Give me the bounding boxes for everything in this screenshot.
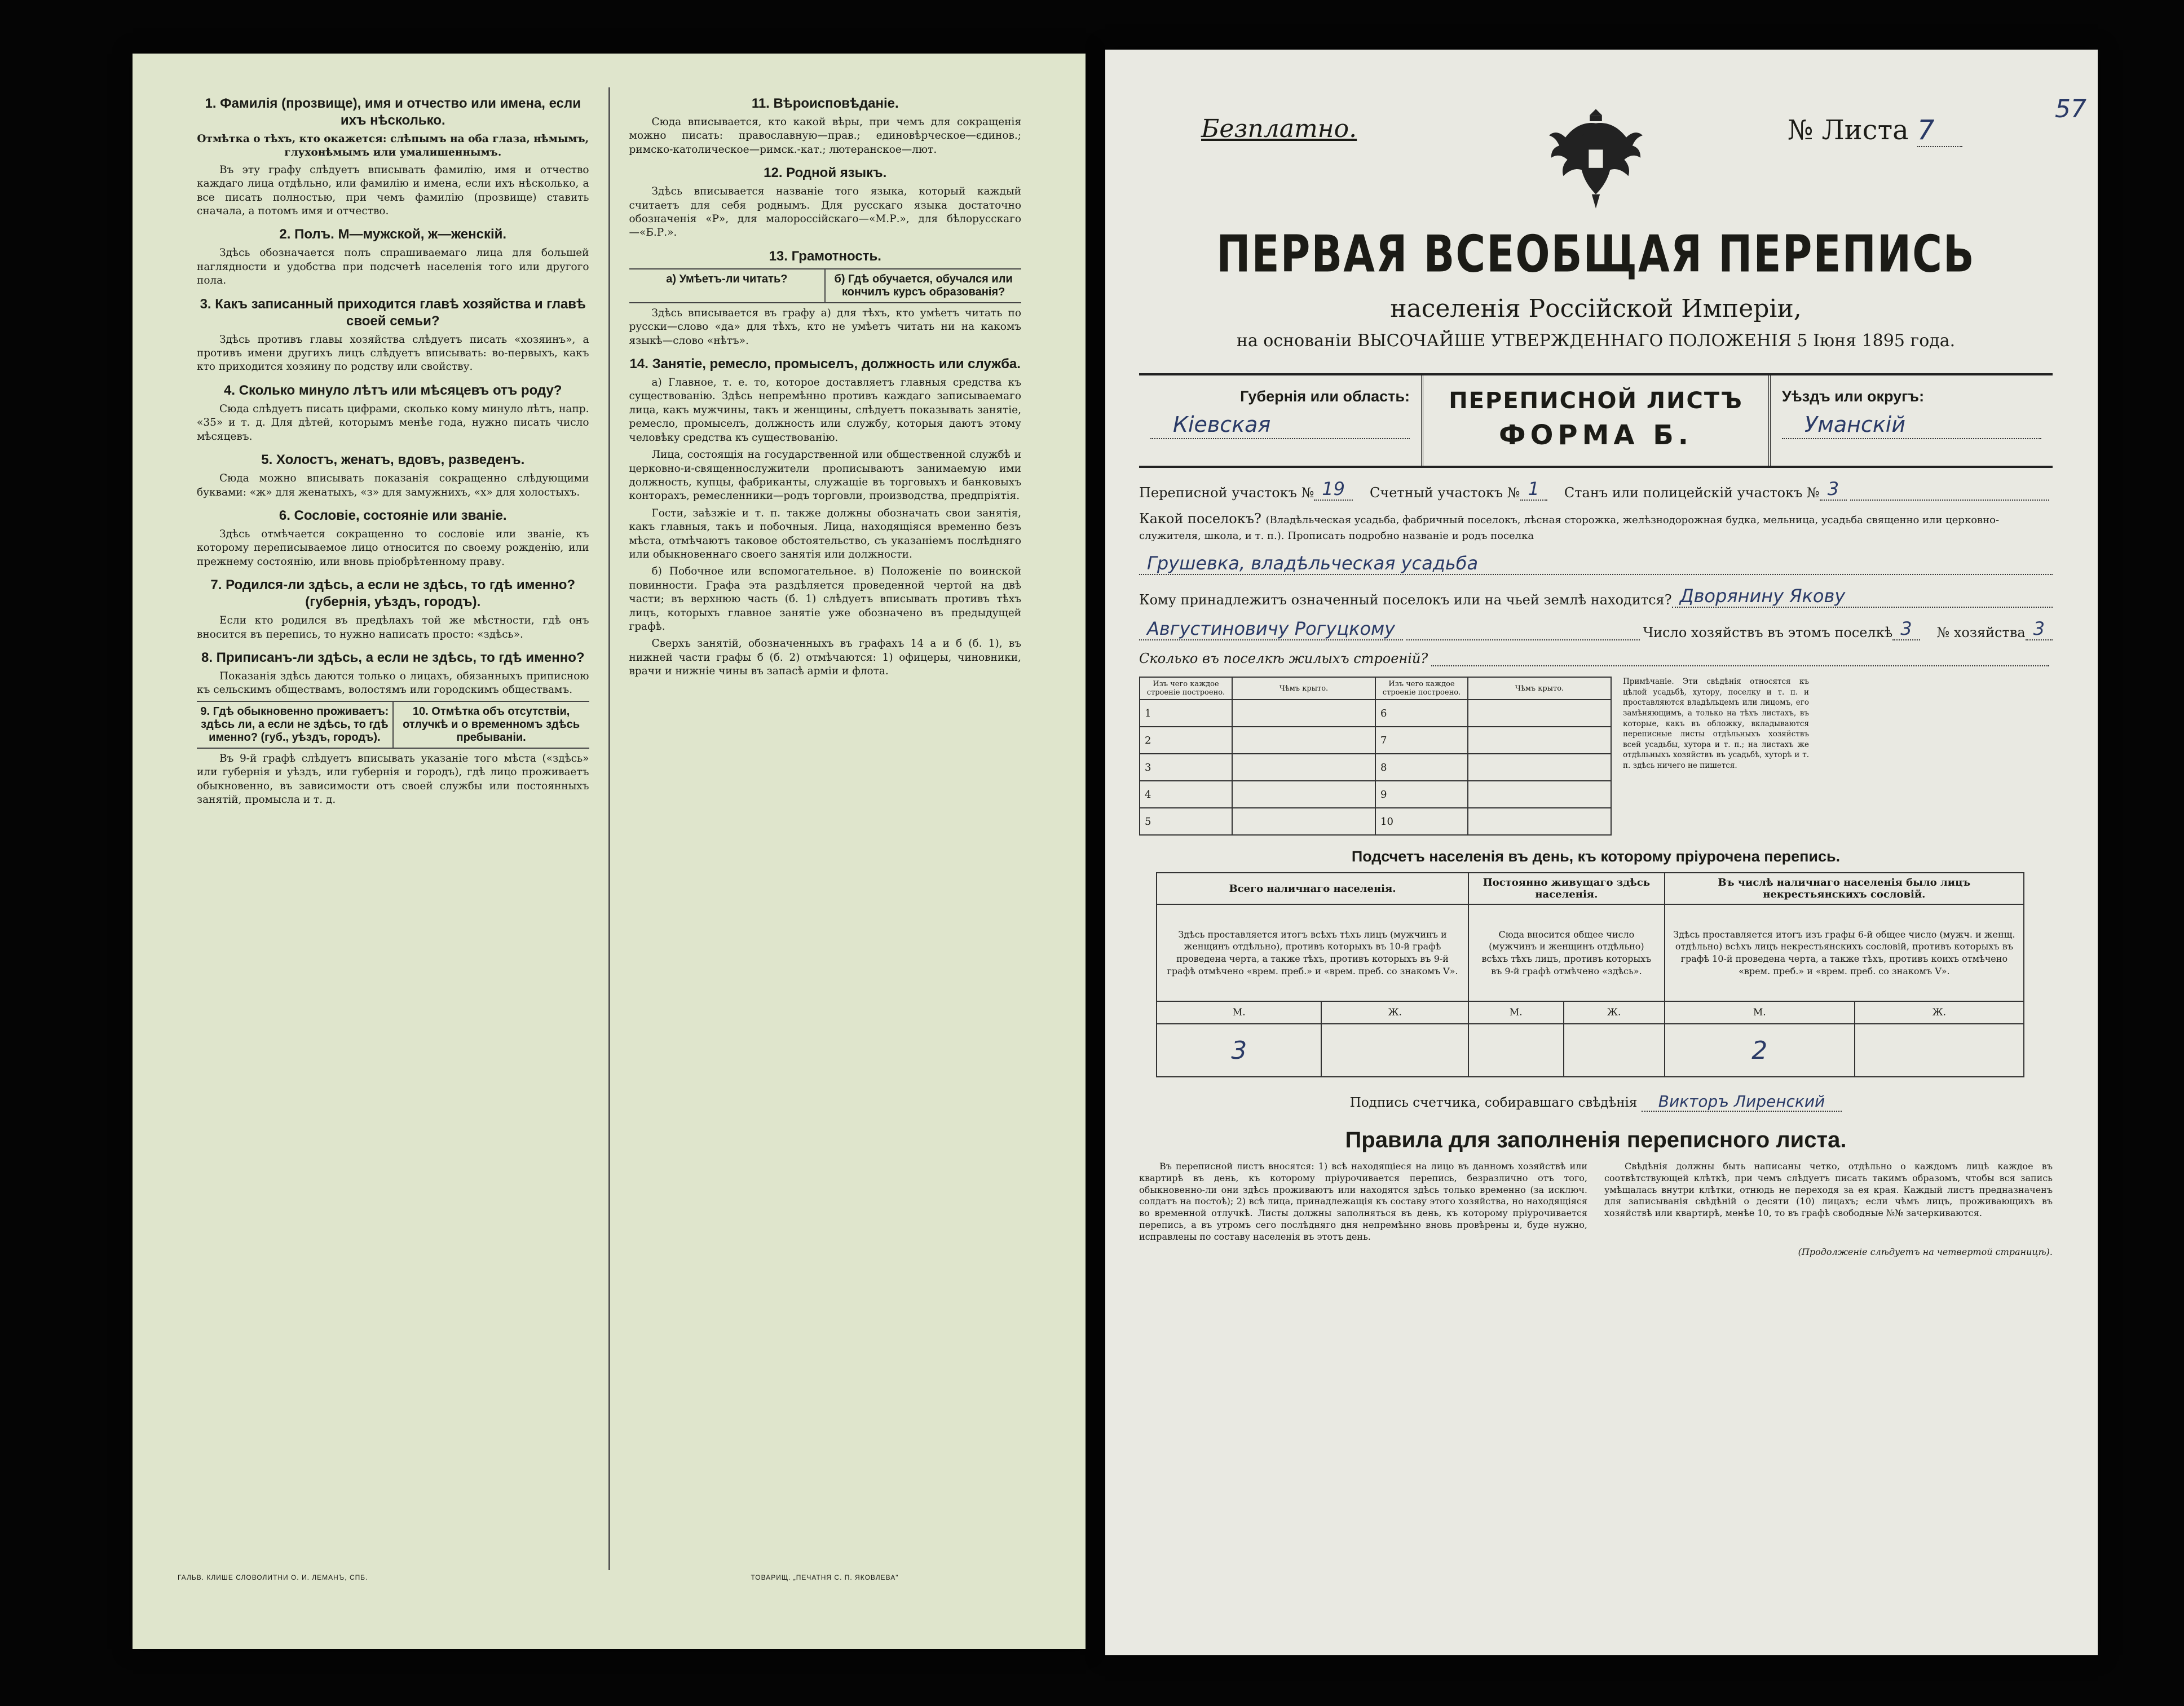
- section-text: Здѣсь вписывается въ графу а) для тѣхъ, кто умѣетъ читать по русски—слово «да» для тѣхъ, кто не умѣетъ читать ни на какомъ языкѣ—слово «нѣтъ».: [629, 307, 1021, 347]
- district-value: Уманскій: [1782, 412, 2041, 439]
- female-label: Ж.: [1855, 1001, 2024, 1024]
- table-row: [1140, 808, 1611, 835]
- split-heading-right: 10. Отмѣтка объ отсутствіи, отлучкѣ и о временномъ здѣсь пребываніи.: [392, 702, 589, 748]
- owner-value-1: Дворянину Якову: [1672, 585, 2053, 608]
- census-subtitle: населенія Россійской Имперіи,: [1390, 294, 1802, 323]
- population-table-desc-row: [1157, 904, 2024, 1001]
- section-text: б) Побочное или вспомогательное. в) Положеніе по воинской повинности. Графа эта раздѣляется проведенной чертой на двѣ части; въ верхнюю часть (б. 1) слѣдуетъ вписывать противъ тѣхъ лицъ, которыхъ главное занятіе уже обозначено въ предыдущей графѣ.: [629, 565, 1021, 633]
- population-table-values-row: [1157, 1024, 2024, 1077]
- row-number: 3: [1140, 754, 1232, 781]
- bld-head-material: Изъ чего каждое строеніе построено.: [1375, 677, 1468, 700]
- section-text: Сюда можно вписывать показанія сокращенно слѣдующими буквами: «ж» для женатыхъ, «з» для замужнихъ, «х» для холостыхъ.: [197, 472, 589, 498]
- population-table: [1156, 872, 2024, 1077]
- household-no-label: № хозяйства: [1936, 625, 2026, 640]
- rules-title: Правила для заполненія переписного листа.: [1345, 1128, 1847, 1152]
- row-number: 8: [1375, 754, 1468, 781]
- form-title: ФОРМА Б.: [1498, 419, 1693, 451]
- section-text: Гости, заѣзжіе и т. п. также должны обозначать свои занятія, какъ главныя, такъ и побочныя. Лица, находящіяся временно безъ мѣста, отмѣчаютъ таковое обстоятельство, съ указаніемъ послѣдняго или обыкновеннаго своего занятія или должности.: [629, 507, 1021, 560]
- section-text: Сюда слѣдуетъ писать цифрами, сколько кому минуло лѣтъ, напр. «35» и т. д. Для дѣтей, которымъ менѣе года, нужно писать число мѣсяцевъ.: [197, 403, 589, 443]
- footer-right: ТОВАРИЩ. „ПЕЧАТНЯ С. П. ЯКОВЛЕВА": [751, 1574, 899, 1581]
- census-area-value: 19: [1314, 478, 1353, 501]
- split-heading: [197, 701, 589, 749]
- split-heading-right: б) Гдѣ обучается, обучался или кончилъ курсъ образованія?: [824, 269, 1021, 302]
- district-label: Уѣздъ или округъ:: [1782, 388, 1925, 405]
- section-text: Сверхъ занятій, обозначенныхъ въ графахъ 14 а и б (б. 1), въ нижней части графы б (б. 2) отмѣчаются: 1) офицеры, чиновники, врачи и нижніе чины въ запасѣ армiи и флота.: [629, 638, 1021, 678]
- section-heading: 3. Какъ записанный приходится главѣ хозяйства и главѣ своей семьи?: [200, 296, 586, 329]
- population-count-title: Подсчетъ населенія въ день, къ которому пріурочена перепись.: [1351, 848, 1841, 865]
- section-text: Если кто родился въ предѣлахъ той же мѣстности, гдѣ онъ вносится въ перепись, то нужно написать просто: «здѣсь».: [197, 615, 589, 640]
- non-peasant-female-value: [1855, 1024, 2024, 1077]
- section-heading: 6. Сословіе, состояніе или званіе.: [279, 507, 507, 523]
- instructions-column-1: [178, 87, 608, 1570]
- households-value: 3: [1892, 618, 1920, 640]
- bld-head-roof: Чѣмъ крыто.: [1468, 677, 1611, 700]
- population-table-mf-row: [1157, 1001, 2024, 1024]
- stan-label: Станъ или полицейскій участокъ №: [1564, 485, 1820, 501]
- section-heading: 5. Холостъ, женатъ, вдовъ, разведенъ.: [261, 452, 525, 468]
- form-name-block: [1421, 375, 1771, 466]
- double-headed-eagle-emblem-icon: [1545, 100, 1647, 213]
- count-area-label: Счетный участокъ №: [1370, 485, 1520, 501]
- list-title: ПЕРЕПИСНОЙ ЛИСТЪ: [1449, 388, 1743, 414]
- section-text: Въ эту графу слѣдуетъ вписывать фамилію, имя и отчество каждаго лица отдѣльно, или фамилію и имена, если ихъ нѣсколько, а все писать полностью, при чемъ фамилію (прозвище) ставить сначала, а потомъ имя и отчество.: [197, 163, 589, 218]
- form-header: [1139, 95, 2086, 207]
- table-cell: [1232, 754, 1375, 781]
- section-heading: 2. Полъ. М—мужской, ж—женскій.: [279, 227, 507, 242]
- sheet-number-label: № Листа: [1787, 114, 1909, 146]
- pop-col-head: Всего наличнаго населенія.: [1157, 873, 1468, 904]
- section-heading: 4. Сколько минуло лѣтъ или мѣсяцевъ отъ роду?: [224, 382, 562, 398]
- bld-head-roof: Чѣмъ крыто.: [1232, 677, 1375, 700]
- rules-text: [1139, 1161, 2053, 1243]
- area-line: [1139, 478, 2053, 501]
- buildings-table: [1139, 677, 1612, 836]
- row-number: 7: [1375, 727, 1468, 754]
- table-cell: [1232, 781, 1375, 808]
- district-block: [1771, 375, 2053, 466]
- dotted-fill: [1850, 500, 2049, 501]
- rules-left: Въ переписной листъ вносятся: 1) всѣ находящіеся на лицо въ данномъ хозяйствѣ или квартирѣ въ день, къ которому пріурочивается перепись, безразлично отъ того, обыкновенно-ли они здѣсь проживаютъ или находятся здѣсь только временно (за исключ. солдатъ на постоѣ); 2) всѣ лица, принадлежащія къ составу этого хозяйства, но находящіяся во временной отлучкѣ. Листы должны заполняться въ день, къ которому пріурочивается перепись, а въ утромъ сего послѣдняго дня непремѣнно вновь провѣрены и, буде нужно, исправлены по составу населенія въ этотъ день.: [1139, 1161, 1587, 1242]
- section-heading: 12. Родной языкъ.: [764, 165, 887, 181]
- table-cell: [1232, 808, 1375, 835]
- male-label: М.: [1665, 1001, 1855, 1024]
- dotted-fill: [1431, 665, 2049, 666]
- section-text: Здѣсь обозначается полъ спрашиваемаго лица для большей наглядности и удобства при подсчетѣ населенія того или другого пола.: [197, 247, 589, 287]
- province-value: Кіевская: [1150, 412, 1410, 439]
- resident-male-value: [1468, 1024, 1564, 1077]
- right-page-census-form: [1105, 50, 2098, 1655]
- population-table-header: [1157, 873, 2024, 904]
- settlement-value-line: [1139, 553, 2053, 575]
- buildings-note: Примѣчаніе. Эти свѣдѣнія относятся къ цѣлой усадьбѣ, хутору, поселку и т. п. и проставляются владѣльцемъ или лицомъ, его замѣняющимъ, а только на тѣхъ листахъ, въ которые, какъ въ обложку, вкладываются переписные листы отдѣльныхъ хозяйствъ всей усадьбы, хутора и т. п.; на листахъ же отдѣльныхъ хозяйствъ въ усадьбѣ, хуторѣ и т. п. здѣсь ничего не пишется.: [1623, 677, 1809, 770]
- row-number: 9: [1375, 781, 1468, 808]
- dotted-fill: [1406, 639, 1639, 640]
- female-label: Ж.: [1321, 1001, 1468, 1024]
- archive-page-number: 57: [2055, 95, 2086, 123]
- table-cell: [1468, 754, 1611, 781]
- buildings-section: [1139, 677, 2053, 836]
- table-row: [1140, 781, 1611, 808]
- present-female-value: [1321, 1024, 1468, 1077]
- table-cell: [1468, 808, 1611, 835]
- enumerator-signature-line: [1139, 1092, 2053, 1111]
- table-cell: [1468, 700, 1611, 727]
- section-text: Отмѣтка о тѣхъ, кто окажется: слѣпымъ на оба глаза, нѣмымъ, глухонѣмымъ или умалишеннымъ.: [197, 133, 589, 159]
- pop-col-desc: Сюда вносится общее число (мужчинъ и женщинъ отдѣльно) всѣхъ тѣхъ лицъ, противъ которыхъ въ 9-й графѣ отмѣчено «здѣсь».: [1468, 904, 1665, 1001]
- row-number: 2: [1140, 727, 1232, 754]
- row-number: 1: [1140, 700, 1232, 727]
- sheet-number-value: 7: [1917, 114, 1962, 147]
- census-basis: на основаніи ВЫСОЧАЙШЕ УТВЕРЖДЕННАГО ПОЛОЖЕНІЯ 5 Іюня 1895 года.: [1236, 331, 1956, 351]
- section-text: а) Главное, т. е. то, которое доставляетъ главныя средства къ существованію. Здѣсь непремѣнно противъ каждаго записываемаго лица, какъ мужчины, такъ и женщины, слѣдуетъ показывать занятіе, ремесло, промыселъ, должность или службу, которыя даютъ этому человѣку средства къ существованію.: [629, 377, 1021, 444]
- section-heading: 14. Занятіе, ремесло, промыселъ, должность или служба.: [629, 356, 1021, 372]
- signature-value: Викторъ Лиренский: [1642, 1092, 1842, 1112]
- section-text: Здѣсь вписывается названіе того языка, который каждый считаетъ для себя роднымъ. Для русскаго языка достаточно обозначенія «Р», для малороссійскаго—«М.Р.», для бѣлорусскаго—«Б.Р.».: [629, 185, 1021, 239]
- section-heading: 7. Родился-ли здѣсь, а если не здѣсь, то гдѣ именно? (губернія, уѣздъ, городъ).: [210, 577, 576, 610]
- buildings-label: Сколько въ поселкѣ жилыхъ строеній?: [1139, 651, 1428, 666]
- pop-col-head: Постоянно живущаго здѣсь населенія.: [1468, 873, 1665, 904]
- owner-label: Кому принадлежитъ означенный поселокъ или на чьей землѣ находится?: [1139, 592, 1672, 608]
- section-text: Здѣсь отмѣчается сокращенно то сословіе или званіе, къ которому переписываемое лицо относится по своему рожденію, или прежнему состоянію, или вновь пріобрѣтенному праву.: [197, 528, 589, 568]
- section-heading: 13. Грамотность.: [769, 248, 881, 264]
- section-text: Показанія здѣсь даются только о лицахъ, обязанныхъ приписною къ сельскимъ обществамъ, волостямъ или городскимъ обществамъ.: [197, 670, 589, 696]
- section-text: Въ 9-й графѣ слѣдуетъ вписывать указаніе того мѣста («здѣсь» или губернія и уѣздъ, или губернія и городъ), гдѣ лицо проживаетъ обыкновенно, въ зависимости отъ своей службы или постоянныхъ занятій, промысла и т. д.: [197, 752, 589, 806]
- male-label: М.: [1468, 1001, 1564, 1024]
- households-label: Число хозяйствъ въ этомъ поселкѣ: [1643, 625, 1893, 640]
- stan-value: 3: [1820, 478, 1847, 501]
- household-no-value: 3: [2026, 618, 2053, 640]
- table-cell: [1468, 781, 1611, 808]
- settlement-value: Грушевка, владѣльческая усадьба: [1139, 553, 2053, 575]
- pop-col-head: Въ числѣ наличнаго населенія было лицъ некрестьянскихъ сословій.: [1665, 873, 2024, 904]
- census-title: ПЕРВАЯ ВСЕОБЩАЯ ПЕРЕПИСЬ: [1216, 224, 1975, 284]
- footer-left: ГАЛЬВ. КЛИШЕ СЛОВОЛИТНИ О. И. ЛЕМАНЪ, СПБ.: [178, 1574, 368, 1581]
- table-cell: [1232, 727, 1375, 754]
- row-number: 4: [1140, 781, 1232, 808]
- signature-label: Подпись счетчика, собиравшаго свѣдѣнія: [1349, 1095, 1638, 1110]
- pop-col-desc: Здѣсь проставляется итогъ изъ графы 6-й общее число (мужч. и женщ. отдѣльно) всѣхъ лицъ некрестьянскихъ сословій, противъ которыхъ въ графѣ 10-й проведена черта, а также тѣхъ, противъ коихъ отмѣчено «врем. преб.» и «врем. преб. со знакомъ V».: [1665, 904, 2024, 1001]
- count-area-value: 1: [1520, 478, 1547, 501]
- table-row: [1140, 754, 1611, 781]
- census-area-label: Переписной участокъ №: [1139, 485, 1314, 501]
- section-text: Здѣсь противъ главы хозяйства слѣдуетъ писать «хозяинъ», а противъ имени другихъ лицъ слѣдуетъ вписывать: во-первыхъ, какъ кто приходится хозяину по родству или свойству.: [197, 333, 589, 373]
- row-number: 10: [1375, 808, 1468, 835]
- instructions-column-2: [608, 87, 1041, 1570]
- resident-female-value: [1564, 1024, 1665, 1077]
- settlement-hint: (Владѣльческая усадьба, фабричный поселокъ, лѣсная сторожка, желѣзнодорожная будка, мельница, усадьба священно или церковно-служителя, школа, и т. п.). Прописать подробно названіе и родъ поселка: [1139, 514, 2000, 542]
- printer-footer: [178, 1574, 1040, 1581]
- buildings-table-header: [1140, 677, 1611, 700]
- table-cell: [1232, 700, 1375, 727]
- section-heading: 11. Вѣроисповѣданіе.: [751, 96, 899, 111]
- settlement-line: [1139, 511, 2053, 542]
- section-heading: 8. Приписанъ-ли здѣсь, а если не здѣсь, то гдѣ именно?: [201, 649, 585, 665]
- buildings-line: [1139, 651, 2053, 666]
- sheet-number: [1788, 114, 1962, 147]
- present-male-value: 3: [1157, 1024, 1321, 1077]
- settlement-label: Какой поселокъ?: [1139, 511, 1261, 527]
- province-block: [1139, 375, 1421, 466]
- owner-line: [1139, 585, 2053, 608]
- split-heading-left: а) Умѣетъ-ли читать?: [666, 272, 788, 285]
- pop-col-desc: Здѣсь проставляется итогъ всѣхъ тѣхъ лицъ (мужчинъ и женщинъ отдѣльно), противъ которыхъ въ 10-й графѣ проведена черта, а также тѣхъ, противъ которыхъ въ 9-й графѣ отмѣчено «врем. преб.» и «врем. преб. со знакомъ V».: [1157, 904, 1468, 1001]
- bld-head-material: Изъ чего каждое строеніе построено.: [1140, 677, 1232, 700]
- owner-value-2: Августиновичу Рогуцкому: [1139, 618, 1403, 640]
- rules-right: Свѣдѣнія должны быть написаны четко, отдѣльно о каждомъ лицѣ каждое въ соотвѣтствующей клѣткѣ, при чемъ слѣдуетъ писать такимъ образомъ, чтобы вся запись умѣщалась внутри клѣтки, отнюдь не переходя за ея края. Каждый листъ предназначенъ для записыванія свѣдѣній о десяти (10) лицахъ; если чѣмъ лицъ, проживающихъ въ хозяйствѣ или квартирѣ, менѣе 10, то въ графѣ свободные №№ зачеркиваются.: [1604, 1161, 2053, 1219]
- row-number: 6: [1375, 700, 1468, 727]
- non-peasant-male-value: 2: [1665, 1024, 1855, 1077]
- continuation-note: (Продолженіе слѣдуетъ на четвертой страницѣ).: [1798, 1246, 2053, 1257]
- form-title-block: [1139, 373, 2053, 468]
- split-heading: [629, 268, 1022, 303]
- row-number: 5: [1140, 808, 1232, 835]
- section-text: Сюда вписывается, кто какой вѣры, при чемъ для сокращенія можно писать: православную—прав.; единовѣрческое—єдинов.; римско-католическое—римск.-кат.; лютеранское—лют.: [629, 116, 1021, 156]
- left-page-instructions: [133, 54, 1086, 1649]
- free-label: Безплатно.: [1201, 114, 1357, 143]
- table-row: [1140, 727, 1611, 754]
- section-heading: 1. Фамилія (прозвище), имя и отчество или имена, если ихъ нѣсколько.: [205, 96, 581, 128]
- male-label: М.: [1157, 1001, 1321, 1024]
- table-row: [1140, 700, 1611, 727]
- province-label: Губернія или область:: [1240, 388, 1410, 405]
- owner-line-2: [1139, 618, 2053, 640]
- split-heading-left: 9. Гдѣ обыкновенно проживаетъ: здѣсь ли, а если не здѣсь, то гдѣ именно? (губ., уѣздъ, городъ).: [200, 705, 389, 744]
- table-cell: [1468, 727, 1611, 754]
- section-text: Лица, состоящія на государственной или общественной службѣ и церковно-и-священнослужители прописываютъ занимаемую ими должность, купцы, фабриканты, служащіе въ торговыхъ и банковыхъ конторахъ, ремесленники—родъ торговли, производства, предпріятія.: [629, 449, 1021, 502]
- female-label: Ж.: [1564, 1001, 1665, 1024]
